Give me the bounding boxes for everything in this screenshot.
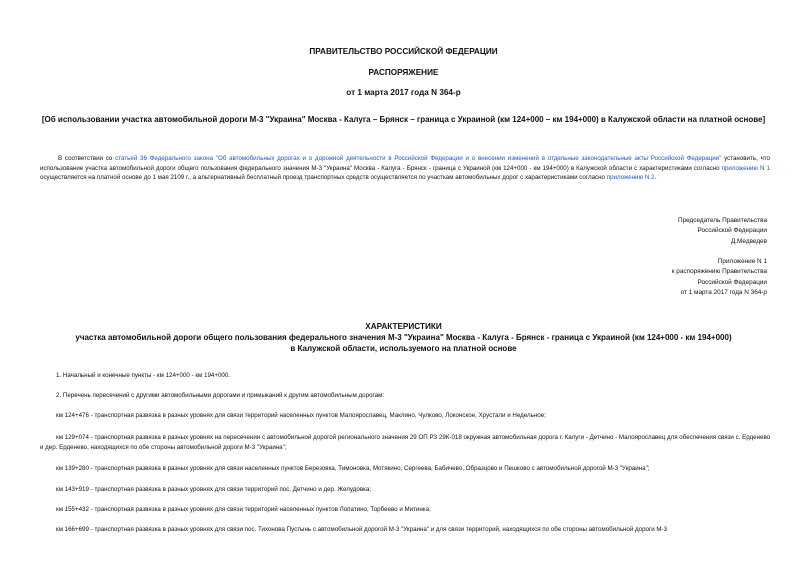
list-item: км 155+432 - транспортная развязка в разных уровнях для связи территорий населенных пунктов Лопатино, Торбеево и Митинка; xyxy=(56,506,431,513)
characteristics-heading: ХАРАКТЕРИСТИКИ xyxy=(365,322,442,331)
signature-line-1: Председатель Правительства xyxy=(678,217,767,224)
appendix-1-link[interactable]: приложению N 1 xyxy=(721,164,770,172)
appendix-line-4: от 1 марта 2017 года N 364-р xyxy=(680,288,767,296)
signature-line-2: Российской Федерации xyxy=(697,227,767,235)
appendix-line-2: к распоряжению Правительства xyxy=(671,268,767,276)
signature-name: Д.Медведев xyxy=(730,237,767,245)
intro-paragraph xyxy=(40,154,770,183)
appendix-2-link[interactable]: приложению N 2 xyxy=(606,174,655,182)
list-item: км 166+699 - транспортная развязка в разных уровнях для связи пос. Тихонова Пустынь с автомобильной дорогой М-3 "Украина" и для связи территорий, находящихся по обе стороны автомобильной дороги М-3 xyxy=(56,526,668,533)
organization-heading: ПРАВИТЕЛЬСТВО РОССИЙСКОЙ ФЕДЕРАЦИИ xyxy=(309,47,498,56)
list-item: км 143+919 - транспортная развязка в разных уровнях для связи территорий пос. Детчино и дер. Желудовка; xyxy=(56,486,372,493)
signature-block xyxy=(678,216,767,247)
intro-text-1: В соответствии со xyxy=(58,155,116,162)
document-type-heading: РАСПОРЯЖЕНИЕ xyxy=(368,68,439,77)
characteristics-subheading-line-1: участка автомобильной дороги общего пользования федерального значения М-3 "Украина" Москва - Калуга - Брянск - граница с Украиной (км 124+000 - км 194+000) xyxy=(75,333,732,342)
intro-text-2: установить, что использование участка автомобильной дороги общего пользования федерального значения М-3 "Украина" Москва - Калуга - Брянск - граница с Украиной (км 124+000 - км 194+000) в Калужской области с характеристиками согласно xyxy=(40,155,770,172)
document-date-number: от 1 марта 2017 года N 364-р xyxy=(346,88,461,97)
characteristics-subheading-line-2: в Калужской области, используемого на платной основе xyxy=(290,343,517,353)
law-article-link[interactable]: статьей 36 Федерального закона "Об автомобильных дорогах и о дорожной деятельности в Российской Федерации и о внесении изменений в отдельные законодательные акты Российской Федерации" xyxy=(115,155,722,162)
appendix-block xyxy=(672,257,767,298)
document-title: [Об использовании участка автомобильной дороги М-3 "Украина" Москва - Калуга – Брянск – граница с Украиной (км 124+000 – км 194+000) в Калужской области на платной основе] xyxy=(41,115,766,124)
list-item: км 124+476 - транспортная развязка в разных уровнях для связи территорий населенных пунктов Малоярославец, Маклино, Чулково, Локонское, Хрустали и Недельное; xyxy=(56,412,546,419)
appendix-line-1: Приложение N 1 xyxy=(717,258,767,265)
list-item: км 139+280 - транспортная развязка в разных уровнях для связи населенных пунктов Березовка, Тимоновка, Мотякино, Сергеева, Бабичево, Образцово и Пешково с автомобильной дорогой М-3 "Украина"; xyxy=(56,465,650,472)
appendix-line-3: Российской Федерации xyxy=(697,278,767,286)
list-item: 2. Перечень пересечений с другими автомобильными дорогами и примыканий к другим автомобильным дорогам: xyxy=(56,392,385,399)
intro-text-4: . xyxy=(654,174,657,182)
list-item: 1. Начальный и конечные пункты - км 124+000 - км 194+000. xyxy=(56,372,231,379)
intro-text-3: осуществляется на платной основе до 1 мая 2109 г., а альтернативный бесплатный проезд транспортных средств осуществляется по участкам автомобильных дорог с характеристиками согласно xyxy=(40,174,607,182)
characteristics-subheading xyxy=(30,333,777,355)
list-item: км 129+074 - транспортная развязка в разных уровнях на пересечении с автомобильной дорогой регионального значения 29 ОП РЗ 29К-018 окружная автомобильная дорога г. Калуги - Детчино - Малоярославец для обеспечения связи с. Ерденево и дер. Ерденево, находящихся по обе стороны автомобильной дороги М-3 "Украина"; xyxy=(40,434,771,451)
